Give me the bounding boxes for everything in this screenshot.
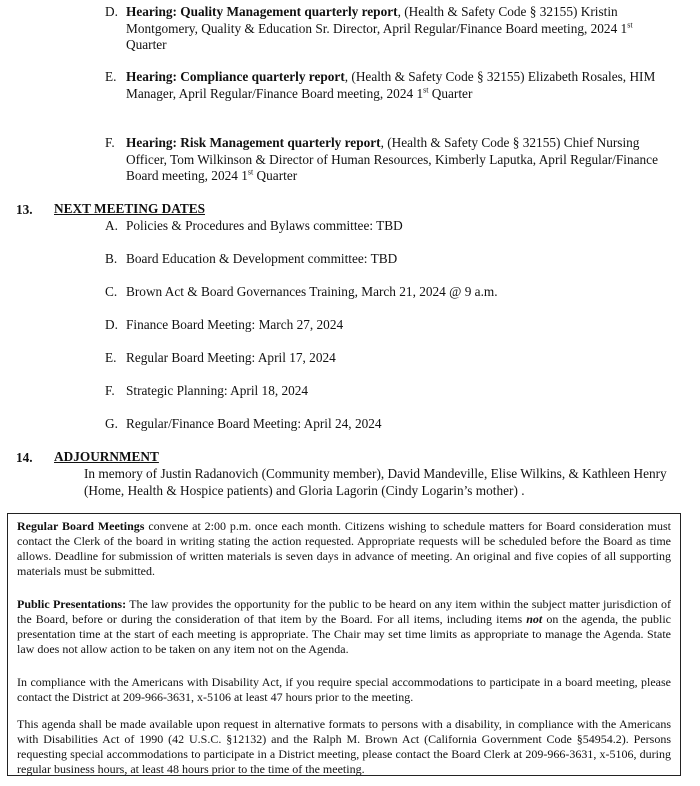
item-label: C. [105,284,118,299]
hearing-details: , (Health & Safety Code § 32155) Chief Nursing Officer, Tom Wilkinson & Director of Human Resources, Kimberly Laputka, April Regular/Finance Board meeting, 2024 1 [126,135,658,184]
meeting-date-item [105,350,665,367]
section-13-heading [16,201,205,219]
ordinal-suffix: st [247,167,254,177]
notice-ada: In compliance with the Americans with Disability Act, if you require special accommodations to participate in a board meeting, please contact the District at 209-966-3631, x-5106 at least 47 hours prior to the meeting. [17,675,671,704]
item-label: A. [105,218,118,233]
ordinal-suffix: st [423,85,429,95]
section-number: 13. [16,202,33,217]
item-text [105,69,665,102]
meeting-date-item [105,218,665,235]
section-14-heading [16,449,159,467]
item-label: E. [105,69,117,84]
adjournment-text: In memory of Justin Radanovich (Community member), David Mandeville, Elise Wilkins, & Kathleen Henry (Home, Health & Hospice patients) and Gloria Lagorin (Cindy Logarin’s mother) . [84,466,667,498]
notice-heading: Regular Board Meetings [17,519,145,533]
item-label: G. [105,416,118,431]
hearing-title: Hearing: Quality Management quarterly report [126,4,398,19]
notice-regular-meetings [17,519,671,579]
item-label: B. [105,251,118,266]
item-label: F. [105,135,115,150]
item-text [105,135,665,185]
hearing-item-d [105,4,665,54]
notice-body: on the agenda, the public presentation time at the start of each meeting is appropriate. The Chair may set time limits as appropriate to manage the Agenda. State law does not allow action to be taken on any item not on the Agenda. [17,612,672,656]
item-text: Board Education & Development committee: TBD [126,251,398,266]
item-text: Brown Act & Board Governances Training, March 21, 2024 @ 9 a.m. [126,284,498,299]
section-title: NEXT MEETING DATES [54,201,205,216]
hearing-title: Hearing: Risk Management quarterly report [126,135,381,150]
hearing-item-f [105,135,665,185]
item-text: Regular Board Meeting: April 17, 2024 [126,350,336,365]
hearing-item-e [105,69,665,102]
meeting-date-item [105,383,665,400]
notice-heading: Public Presentations: [17,597,127,611]
item-label: D. [105,317,118,332]
hearing-tail: Quarter [428,85,473,101]
item-label: F. [105,383,115,398]
section-title: ADJOURNMENT [54,449,159,464]
notice-public-presentations [17,597,671,657]
meeting-date-item [105,317,665,334]
meeting-date-item [105,284,665,301]
notice-body: convene at 2:00 p.m. once each month. Citizens wishing to schedule matters for Board consideration must contact the Clerk of the board in writing stating the action requested. Appropriate requests will be scheduled before the Board as time allows. Deadline for submission of written materials is seven days in advance of meeting. An original and five copies of all supporting materials must be submitted. [17,519,672,578]
item-text: Regular/Finance Board Meeting: April 24, 2024 [126,416,382,431]
meeting-notice-box [7,513,681,776]
item-label: E. [105,350,117,365]
notice-alternative-formats: This agenda shall be made available upon request in alternative formats to persons with a disability, in compliance with the Americans with Disabilities Act of 1990 (42 U.S.C. §12132) and the Ralph M. Brown Act (California Government Code §54954.2). Persons requesting special accommodations to participate in a District meeting, please contact the Board Clerk at 209-966-3631, x-5106, during regular business hours, at least 48 hours prior to the time of the meeting. [17,717,671,776]
hearing-details: , (Health & Safety Code § 32155) Elizabeth Rosales, HIM Manager, April Regular/Finance Board meeting, 2024 1 [126,69,656,101]
item-text: Finance Board Meeting: March 27, 2024 [126,317,344,332]
hearing-tail: Quarter [126,37,167,53]
section-number: 14. [16,450,33,465]
item-label: D. [105,4,118,19]
hearing-tail: Quarter [253,168,298,184]
hearing-details: , (Health & Safety Code § 32155) Kristin Montgomery, Quality & Education Sr. Director, April Regular/Finance Board meeting, 2024 1 [126,4,628,36]
ordinal-suffix: st [627,20,633,30]
item-text [105,4,665,54]
meeting-date-item [105,416,665,433]
item-text: Policies & Procedures and Bylaws committee: TBD [126,218,403,233]
item-text: Strategic Planning: April 18, 2024 [126,383,309,398]
notice-body: The law provides the opportunity for the public to be heard on any item within the subject matter jurisdiction of the Board, before or during the consideration of that item by the Board. For all items, including items [17,597,671,626]
emphasis-not: not [526,612,543,626]
meeting-date-item [105,251,665,268]
hearing-title: Hearing: Compliance quarterly report [126,69,345,84]
